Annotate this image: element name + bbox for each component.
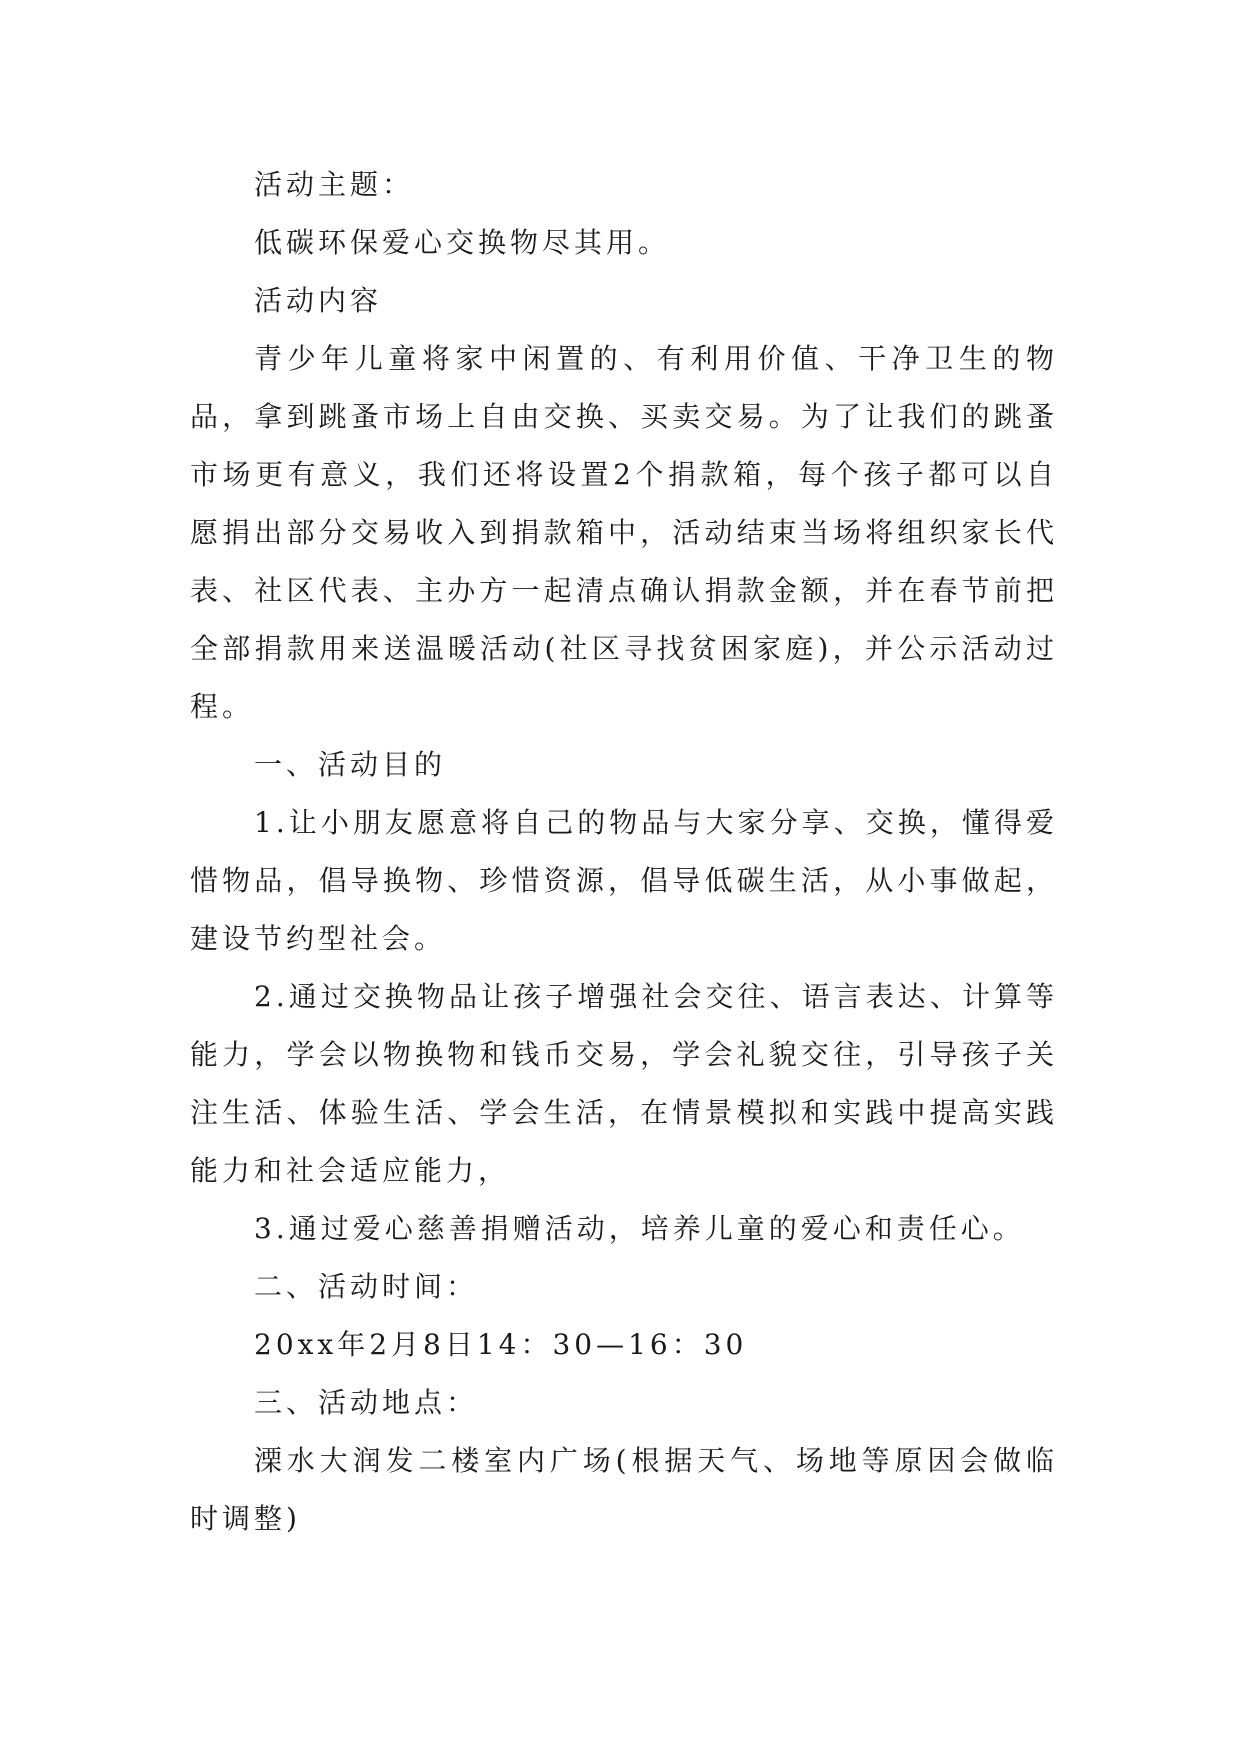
paragraph-content: 青少年儿童将家中闲置的、有利用价值、干净卫生的物品，拿到跳蚤市场上自由交换、买卖交易。为了让我们的跳蚤市场更有意义，我们还将设置2个捐款箱，每个孩子都可以自愿捐出部分交易收入到捐款箱中，活动结束当场将组织家长代表、社区代表、主办方一起清点确认捐款金额，并在春节前把全部捐款用来送温暖活动(社区寻找贫困家庭)，并公示活动过程。 [190, 342, 1058, 723]
paragraph-theme: 低碳环保爱心交换物尽其用。 [254, 226, 671, 259]
paragraph-purpose-2: 2.通过交换物品让孩子增强社会交往、语言表达、计算等能力，学会以物换物和钱币交易，学会礼貌交往，引导孩子关注生活、体验生活、学会生活，在情景模拟和实践中提高实践能力和社会适应能力， [190, 980, 1058, 1187]
paragraph-purpose-1: 1.让小朋友愿意将自己的物品与大家分享、交换，懂得爱惜物品，倡导换物、珍惜资源，倡导低碳生活，从小事做起，建设节约型社会。 [190, 806, 1058, 955]
paragraph-time: 20xx年2月8日14：30—16：30 [254, 1328, 748, 1361]
section-heading-time: 二、活动时间： [254, 1270, 479, 1303]
document-body [190, 156, 1058, 1548]
section-heading-purpose: 一、活动目的 [254, 748, 447, 781]
paragraph-content-heading: 活动内容 [254, 284, 383, 317]
paragraph-location: 溧水大润发二楼室内广场(根据天气、场地等原因会做临时调整) [190, 1444, 1058, 1535]
section-heading-location: 三、活动地点： [254, 1386, 479, 1419]
paragraph-purpose-3: 3.通过爱心慈善捐赠活动，培养儿童的爱心和责任心。 [254, 1212, 1025, 1245]
paragraph-theme-heading: 活动主题： [254, 168, 415, 201]
